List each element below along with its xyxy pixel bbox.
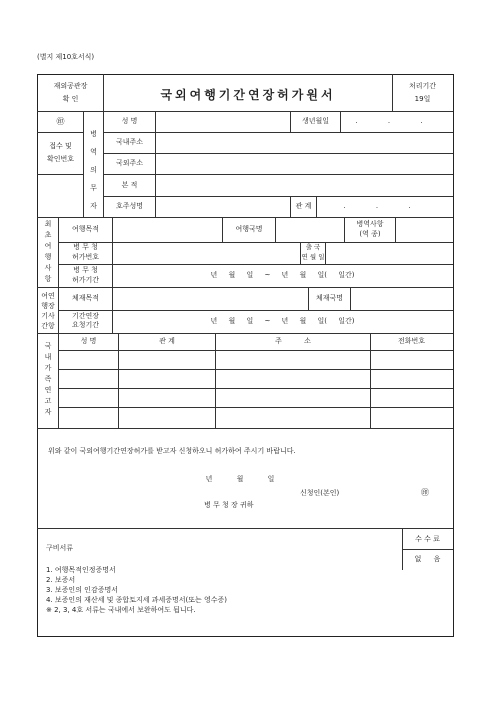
declaration-text: 위와 같이 국외여행기간연장허가를 받고자 신청하오니 허가하여 주시기 바랍니다. xyxy=(48,447,296,455)
request-period-label-2: 요청기간 xyxy=(71,321,100,329)
initial-travel-side-label: 최 초 여 행 사 항 xyxy=(44,220,52,283)
table-row[interactable] xyxy=(59,351,452,368)
applicant-seal: ㊞ xyxy=(421,488,429,497)
document-item: 2. 보증서 xyxy=(46,576,76,584)
guarantor-side-label: 국 내 가 족 연 고 자 xyxy=(44,342,52,416)
departure-label-2: 연 월 일 xyxy=(301,253,325,261)
domestic-address-field[interactable] xyxy=(156,133,452,152)
receipt-label: 접수 및 xyxy=(49,142,72,150)
registry-label: 본 적 xyxy=(121,181,138,189)
military-label: 병역사항 xyxy=(356,220,384,228)
stay-purpose-field[interactable] xyxy=(113,288,307,309)
fee-label: 수 수 료 xyxy=(415,535,440,543)
permit-period-label-2: 허가기간 xyxy=(71,276,100,284)
extension-side-label: 여연 행장 기사 간항 xyxy=(41,292,55,330)
name-field[interactable] xyxy=(156,112,289,131)
request-period-label: 기간연장 xyxy=(71,312,100,320)
document-item: 4. 보증인의 재산세 및 종합토지세 과세증명서(또는 영수증) xyxy=(46,596,228,604)
document-item: 1. 여행목적인정증명서 xyxy=(46,566,116,574)
document-note: ※ 2, 3, 4호 서류는 국내에서 보완하여도 됩니다. xyxy=(46,606,196,614)
applicant-signature-label: 신청인(본인) xyxy=(300,489,340,497)
foreign-address-field[interactable] xyxy=(156,154,452,173)
birth-label: 생년월일 xyxy=(301,117,330,125)
document-item: 3. 보증인의 인감증명서 xyxy=(46,586,118,594)
travel-purpose-field[interactable] xyxy=(113,218,221,241)
processing-label: 처리기간 xyxy=(408,82,437,90)
table-row[interactable] xyxy=(59,389,452,406)
documents-title: 구비서류 xyxy=(46,544,74,552)
domestic-address-label: 국내주소 xyxy=(115,138,144,146)
col-phone-header: 전화번호 xyxy=(397,337,426,345)
permit-no-label: 병 무 청 xyxy=(73,243,98,251)
household-field[interactable] xyxy=(156,197,289,216)
departure-label: 출 국 xyxy=(305,243,321,251)
travel-purpose-label: 여행목적 xyxy=(71,225,100,233)
receipt-no-label: 확인번호 xyxy=(46,155,75,163)
permit-no-field[interactable] xyxy=(113,243,299,263)
consulate-label: 재외공관장 xyxy=(53,82,88,90)
permit-no-label-2: 허가번호 xyxy=(71,253,100,261)
processing-days: 19일 xyxy=(414,95,431,103)
applicant-side-label: 병 역 의 무 자 xyxy=(90,130,97,210)
military-type-label: (역 종) xyxy=(359,230,381,238)
birth-field[interactable]: . . . xyxy=(355,117,437,125)
departure-field[interactable] xyxy=(326,243,452,263)
col-name-header: 성 명 xyxy=(80,337,97,345)
col-address-header: 주 소 xyxy=(275,337,311,345)
request-period-field[interactable]: 년 월 일 ~ 년 월 일( 일간) xyxy=(210,317,355,325)
registry-field[interactable] xyxy=(156,175,452,195)
name-label: 성 명 xyxy=(121,117,138,125)
relation-label: 관 계 xyxy=(295,202,312,210)
foreign-address-label: 국외주소 xyxy=(115,159,144,167)
seal-mark: ㊞ xyxy=(56,117,65,126)
stay-country-field[interactable] xyxy=(351,288,452,309)
form-title: 국외여행기간연장허가원서 xyxy=(160,88,336,102)
travel-country-field[interactable] xyxy=(276,218,343,241)
fee-value: 없 음 xyxy=(414,555,441,563)
form-id: (별지 제10호서식) xyxy=(37,53,95,61)
travel-country-label: 여행국명 xyxy=(235,225,263,233)
stay-purpose-label: 체재목적 xyxy=(71,294,100,302)
declaration-date[interactable]: 년 월 일 xyxy=(205,475,275,483)
table-row[interactable] xyxy=(59,408,452,427)
relation-field[interactable]: . . . xyxy=(343,202,425,210)
household-label: 호주성명 xyxy=(115,202,144,210)
consulate-confirm: 확 인 xyxy=(62,95,79,103)
permit-period-label: 병 무 청 xyxy=(73,266,98,274)
table-row[interactable] xyxy=(59,370,452,387)
military-field[interactable] xyxy=(396,218,452,241)
col-relation-header: 관 계 xyxy=(159,337,175,345)
stay-country-label: 체재국명 xyxy=(315,294,344,302)
permit-period-field[interactable]: 년 월 일 ~ 년 월 일( 일간) xyxy=(210,271,355,279)
recipient: 병 무 청 장 귀하 xyxy=(204,501,254,509)
